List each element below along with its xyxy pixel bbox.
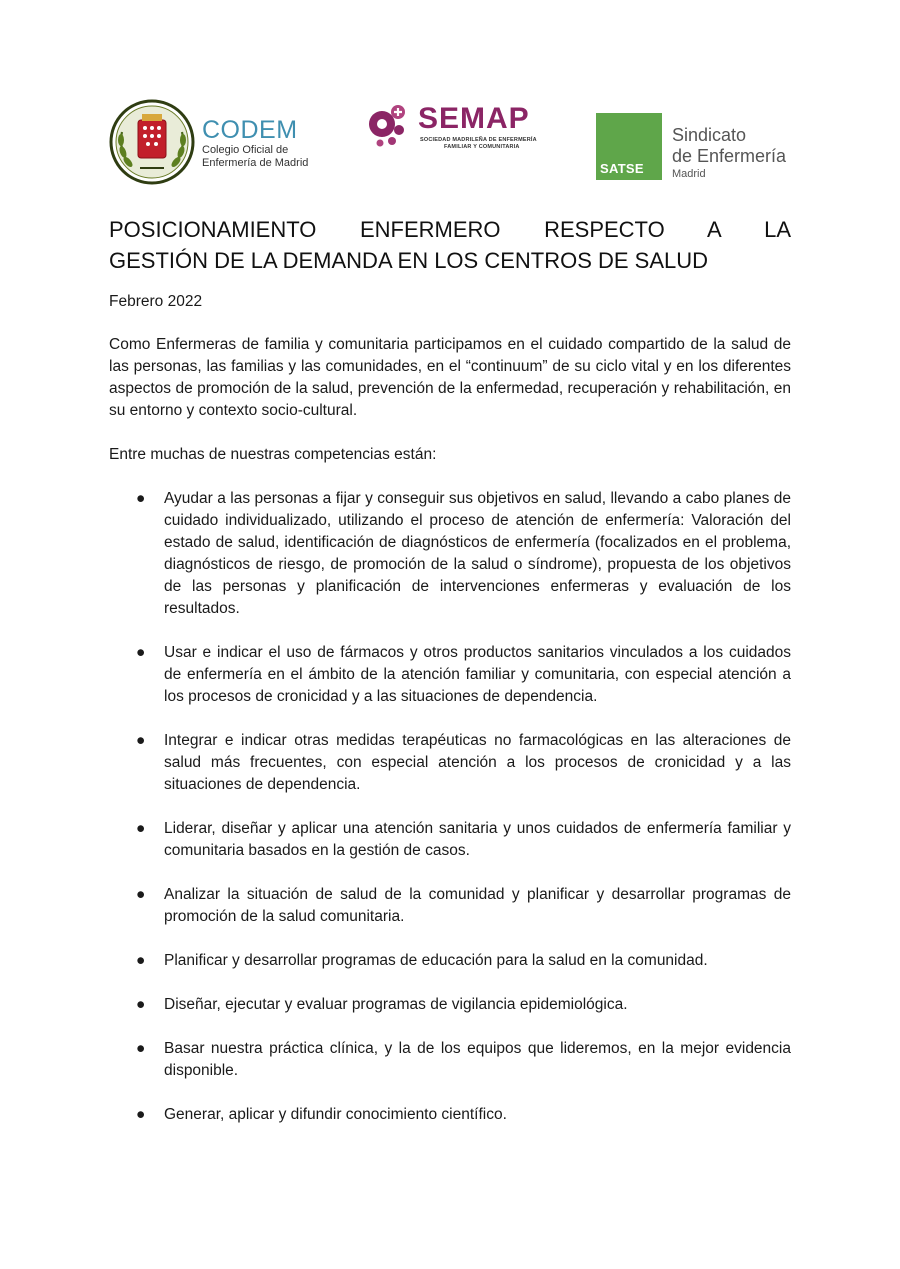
satse-line-1: Sindicato xyxy=(672,125,747,145)
bullet-icon: ● xyxy=(136,644,146,661)
bullet-icon: ● xyxy=(136,1040,146,1057)
satse-box xyxy=(596,113,662,180)
semap-logo xyxy=(368,104,538,154)
codem-logo xyxy=(108,98,318,188)
list-item xyxy=(109,818,791,862)
bullet-icon: ● xyxy=(136,952,146,969)
list-item-text: Planificar y desarrollar programas de educación para la salud en la comunidad. xyxy=(164,952,708,969)
bullet-icon: ● xyxy=(136,1106,146,1123)
competencies-lead: Entre muchas de nuestras competencias están: xyxy=(109,446,437,463)
list-item-text: Generar, aplicar y difundir conocimiento científico. xyxy=(164,1106,507,1123)
list-item-text: Integrar e indicar otras medidas terapéuticas no farmacológicas en las alteraciones de salud más frecuentes, con especial atención a los procesos de cronicidad y a las situaciones de dependencia. xyxy=(164,732,791,793)
document-date: Febrero 2022 xyxy=(109,293,203,310)
codem-seal-icon xyxy=(108,98,196,186)
bullet-icon: ● xyxy=(136,996,146,1013)
semap-mark-icon xyxy=(368,104,414,150)
semap-subtitle-2: FAMILIAR Y COMUNITARIA xyxy=(444,144,520,150)
bullet-icon: ● xyxy=(136,490,146,507)
list-item xyxy=(109,994,791,1016)
codem-subtitle-2: Enfermería de Madrid xyxy=(202,157,309,169)
list-item xyxy=(109,730,791,796)
list-item-text: Usar e indicar el uso de fármacos y otros productos sanitarios vinculados a los cuidados de enfermería en el ámbito de la atención familiar y comunitaria, con especial atención a los procesos de cronicidad y a las situaciones de dependencia. xyxy=(164,644,791,705)
title-line-1: POSICIONAMIENTO ENFERMERO RESPECTO A LA xyxy=(109,217,791,242)
list-item-text: Ayudar a las personas a fijar y conseguir sus objetivos en salud, llevando a cabo planes de cuidado individualizado, utilizando el proceso de atención de enfermería: Valoración del estado de salud, identificación de diagnósticos de enfermería (focalizados en el problema, diagnósticos de riesgo, de promoción de la salud o síndrome), propuesta de los objetivos de las personas y planificación de intervenciones enfermeras y evaluación de los resultados. xyxy=(164,490,791,617)
satse-line-2: de Enfermería xyxy=(672,146,787,166)
bullet-icon: ● xyxy=(136,886,146,903)
list-item-text: Analizar la situación de salud de la comunidad y planificar y desarrollar programas de promoción de la salud comunitaria. xyxy=(164,886,791,925)
satse-box-label: SATSE xyxy=(600,161,644,176)
document-body xyxy=(109,214,791,1148)
semap-subtitle-1: SOCIEDAD MADRILEÑA DE ENFERMERÍA xyxy=(420,137,537,143)
codem-name: CODEM xyxy=(202,116,298,144)
codem-subtitle-1: Colegio Oficial de xyxy=(202,144,289,156)
list-item xyxy=(109,488,791,620)
list-item xyxy=(109,1104,791,1126)
list-item xyxy=(109,1038,791,1082)
title-line-2: GESTIÓN DE LA DEMANDA EN LOS CENTROS DE SALUD xyxy=(109,248,709,273)
list-item-text: Basar nuestra práctica clínica, y la de los equipos que lideremos, en la mejor evidencia disponible. xyxy=(164,1040,791,1079)
logo-header xyxy=(0,0,900,200)
list-item-text: Liderar, diseñar y aplicar una atención sanitaria y unos cuidados de enfermería familiar y comunitaria basados en la gestión de casos. xyxy=(164,820,791,859)
satse-line-3: Madrid xyxy=(672,168,706,180)
competencies-list xyxy=(109,488,791,1126)
semap-name: SEMAP xyxy=(418,102,530,135)
list-item xyxy=(109,950,791,972)
intro-paragraph: Como Enfermeras de familia y comunitaria participamos en el cuidado compartido de la salud de las personas, las familias y las comunidades, en el “continuum” de su ciclo vital y en los diferentes aspectos de promoción de la salud, prevención de la enfermedad, recuperación y rehabilitación, en su entorno y contexto socio-cultural. xyxy=(109,336,791,419)
satse-logo xyxy=(596,113,796,183)
list-item xyxy=(109,884,791,928)
list-item xyxy=(109,642,791,708)
list-item-text: Diseñar, ejecutar y evaluar programas de vigilancia epidemiológica. xyxy=(164,996,628,1013)
bullet-icon: ● xyxy=(136,732,146,749)
bullet-icon: ● xyxy=(136,820,146,837)
document-title xyxy=(109,214,791,276)
